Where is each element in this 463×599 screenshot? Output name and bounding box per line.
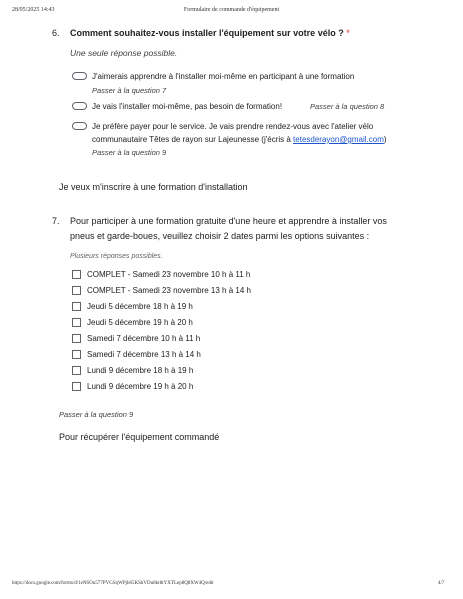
q7-option-6-checkbox[interactable] <box>72 350 81 359</box>
q7-number: 7. <box>52 216 60 226</box>
q7-option-4-label: Jeudi 5 décembre 19 h à 20 h <box>87 318 193 327</box>
print-datetime: 28/05/2025 14:43 <box>12 7 55 13</box>
section-title-pickup: Pour récupérer l'équipement commandé <box>59 432 220 442</box>
q7-option-5-checkbox[interactable] <box>72 334 81 343</box>
q7-option-2-checkbox[interactable] <box>72 286 81 295</box>
q6-option-3-goto: Passer à la question 9 <box>92 148 167 157</box>
q6-title-text: Comment souhaitez-vous installer l'équipement sur votre vélo ? <box>70 28 344 38</box>
q7-goto: Passer à la question 9 <box>59 410 134 419</box>
q7-title-line1: Pour participer à une formation gratuite d'une heure et apprendre à installer vos <box>70 216 387 226</box>
q6-option-3-text-end: ) <box>383 135 387 144</box>
q7-option-1-label: COMPLET - Samedi 23 novembre 10 h à 11 h <box>87 270 251 279</box>
q6-option-2-radio[interactable] <box>72 102 87 110</box>
q7-option-8-label: Lundi 9 décembre 19 h à 20 h <box>87 382 194 391</box>
print-doc-title: Formulaire de commande d'équipement <box>183 7 280 13</box>
print-url: https://docs.google.com/forms/d/1eNSOu577PVGSqWPjh65KSkVDu8kr8tYXTLep8Q8XW4Q/edit <box>12 581 214 586</box>
required-mark: * <box>346 28 350 38</box>
page-number: 4/7 <box>438 581 445 586</box>
q7-option-8-checkbox[interactable] <box>72 382 81 391</box>
q6-option-3-radio[interactable] <box>72 122 87 130</box>
q6-title <box>70 28 350 38</box>
q7-option-1-checkbox[interactable] <box>72 270 81 279</box>
q7-option-3-checkbox[interactable] <box>72 302 81 311</box>
q7-option-4-checkbox[interactable] <box>72 318 81 327</box>
q6-option-1-goto: Passer à la question 7 <box>92 86 167 95</box>
q6-option-1-label: J'aimerais apprendre à l'installer moi-même en participant à une formation <box>92 72 355 81</box>
q6-option-1-radio[interactable] <box>72 72 87 80</box>
q7-option-6-label: Samedi 7 décembre 13 h à 14 h <box>87 350 201 359</box>
q6-option-2-label: Je vais l'installer moi-même, pas besoin de formation! <box>92 102 283 111</box>
q7-hint: Plusieurs réponses possibles. <box>70 253 163 260</box>
q7-option-7-checkbox[interactable] <box>72 366 81 375</box>
q7-title-line2: pneus et garde-boues, veuillez choisir 2 dates parmi les options suivantes : <box>70 231 370 241</box>
email-link[interactable]: tetesderayon@gmail.com <box>293 135 384 144</box>
q6-option-3-label-line2 <box>92 135 387 144</box>
q7-option-5-label: Samedi 7 décembre 10 h à 11 h <box>87 334 201 343</box>
q6-number: 6. <box>52 28 60 38</box>
q6-option-2-goto: Passer à la question 8 <box>310 102 385 111</box>
q7-option-7-label: Lundi 9 décembre 18 h à 19 h <box>87 366 194 375</box>
q7-option-3-label: Jeudi 5 décembre 18 h à 19 h <box>87 302 193 311</box>
q7-option-2-label: COMPLET - Samedi 23 novembre 13 h à 14 h <box>87 286 251 295</box>
section-title-formation: Je veux m'inscrire à une formation d'installation <box>59 182 248 192</box>
q6-hint: Une seule réponse possible. <box>70 48 178 58</box>
q6-option-3-text: communautaire Têtes de rayon sur Lajeunesse (j'écris à <box>92 135 294 144</box>
q6-option-3-label-line1: Je préfère payer pour le service. Je vais prendre rendez-vous avec l'atelier vélo <box>92 122 374 131</box>
